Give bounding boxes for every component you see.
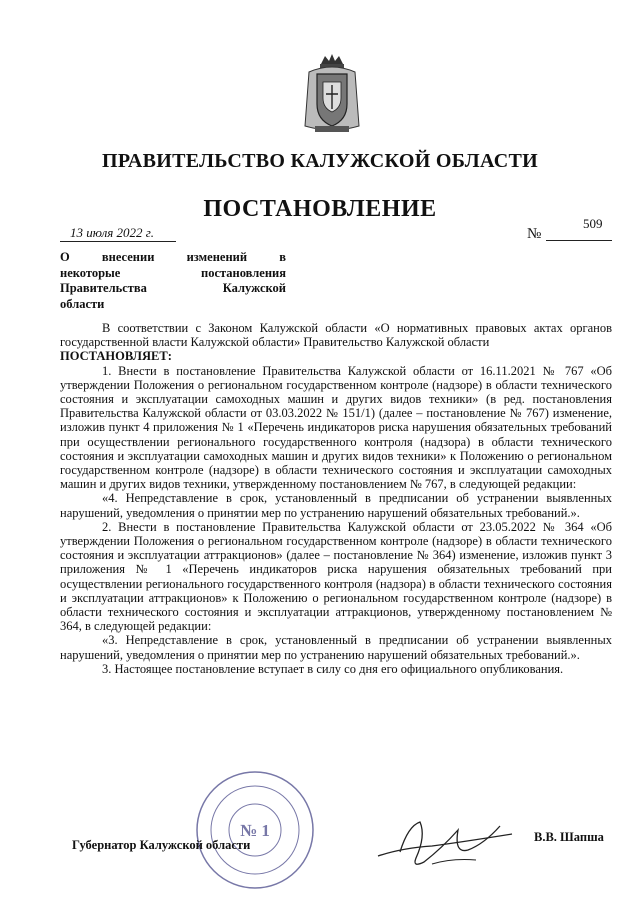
document-date: 13 июля 2022 г. xyxy=(70,225,154,240)
subject-line: некоторые постановления xyxy=(60,265,286,280)
government-title: ПРАВИТЕЛЬСТВО КАЛУЖСКОЙ ОБЛАСТИ xyxy=(102,150,538,172)
number-label: № xyxy=(527,226,542,242)
coat-of-arms-icon xyxy=(301,52,363,136)
date-underline xyxy=(60,241,176,242)
handwritten-signature xyxy=(372,812,522,874)
document-body xyxy=(60,321,612,676)
signatory-position: Губернатор Калужской области xyxy=(72,838,251,852)
document-subject xyxy=(60,250,286,312)
clause-3: 3. Настоящее постановление вступает в силу со дня его официального опубликования. xyxy=(102,661,564,676)
subject-line: области xyxy=(60,296,105,311)
resolves-heading: ПОСТАНОВЛЯЕТ: xyxy=(60,349,172,364)
number-underline xyxy=(546,240,612,241)
official-seal-stamp xyxy=(194,769,316,891)
quote-1: «4. Непредставление в срок, установленный в предписании об устранении выявленных нарушений, уведомления о принятии мер по устранению нарушений обязательных требований.». xyxy=(60,491,612,520)
subject-line: Правительства Калужской xyxy=(60,281,286,296)
document-number: 509 xyxy=(583,216,603,231)
clause-1: 1. Внести в постановление Правительства Калужской области от 16.11.2021 № 767 «Об утверждении Положения о региональном государственном контроле (надзоре) в области технического состояния и эксплуатации самоходных машин и других видов техники» (в ред. постановления Правительства Калужской области от 03.03.2022 № 151/1) (далее – постановление № 767) изменение, изложив пункт 4 приложения № 1 «Перечень индикаторов риска нарушения обязательных требований при осуществлении регионального государственного контроля (надзора) в области технического состояния и эксплуатации самоходных машин и других видов техники» к Положению о региональном государственном контроле (надзоре) в области технического состояния и эксплуатации самоходных машин и других видов техники, утвержденному постановлением № 767, в следующей редакции: xyxy=(60,363,612,492)
stamp-number: № 1 xyxy=(240,821,270,840)
clause-2: 2. Внести в постановление Правительства Калужской области от 23.05.2022 № 364 «Об утверждении Положения о региональном государственном контроле (надзоре) в области технического состояния и эксплуатации аттракционов» (далее – постановление № 364) изменение, изложив пункт 3 приложения № 1 «Перечень индикаторов риска нарушения обязательных требований при осуществлении регионального государственного контроля (надзора) в области технического состояния и эксплуатации аттракционов» к Положению о региональном государственном контроле (надзоре) в области технического состояния и эксплуатации аттракционов, утвержденному постановлением № 364, в следующей редакции: xyxy=(60,519,612,634)
preamble: В соответствии с Законом Калужской области «О нормативных правовых актах органов государственной власти Калужской области» Правительство Калужской области xyxy=(60,321,612,350)
document-type: ПОСТАНОВЛЕНИЕ xyxy=(203,196,437,222)
signatory-name: В.В. Шапша xyxy=(534,830,604,844)
quote-2: «3. Непредставление в срок, установленный в предписании об устранении выявленных нарушений, уведомления о принятии мер по устранению нарушений обязательных требований.». xyxy=(60,633,612,662)
subject-line: О внесении изменений в xyxy=(60,250,286,264)
